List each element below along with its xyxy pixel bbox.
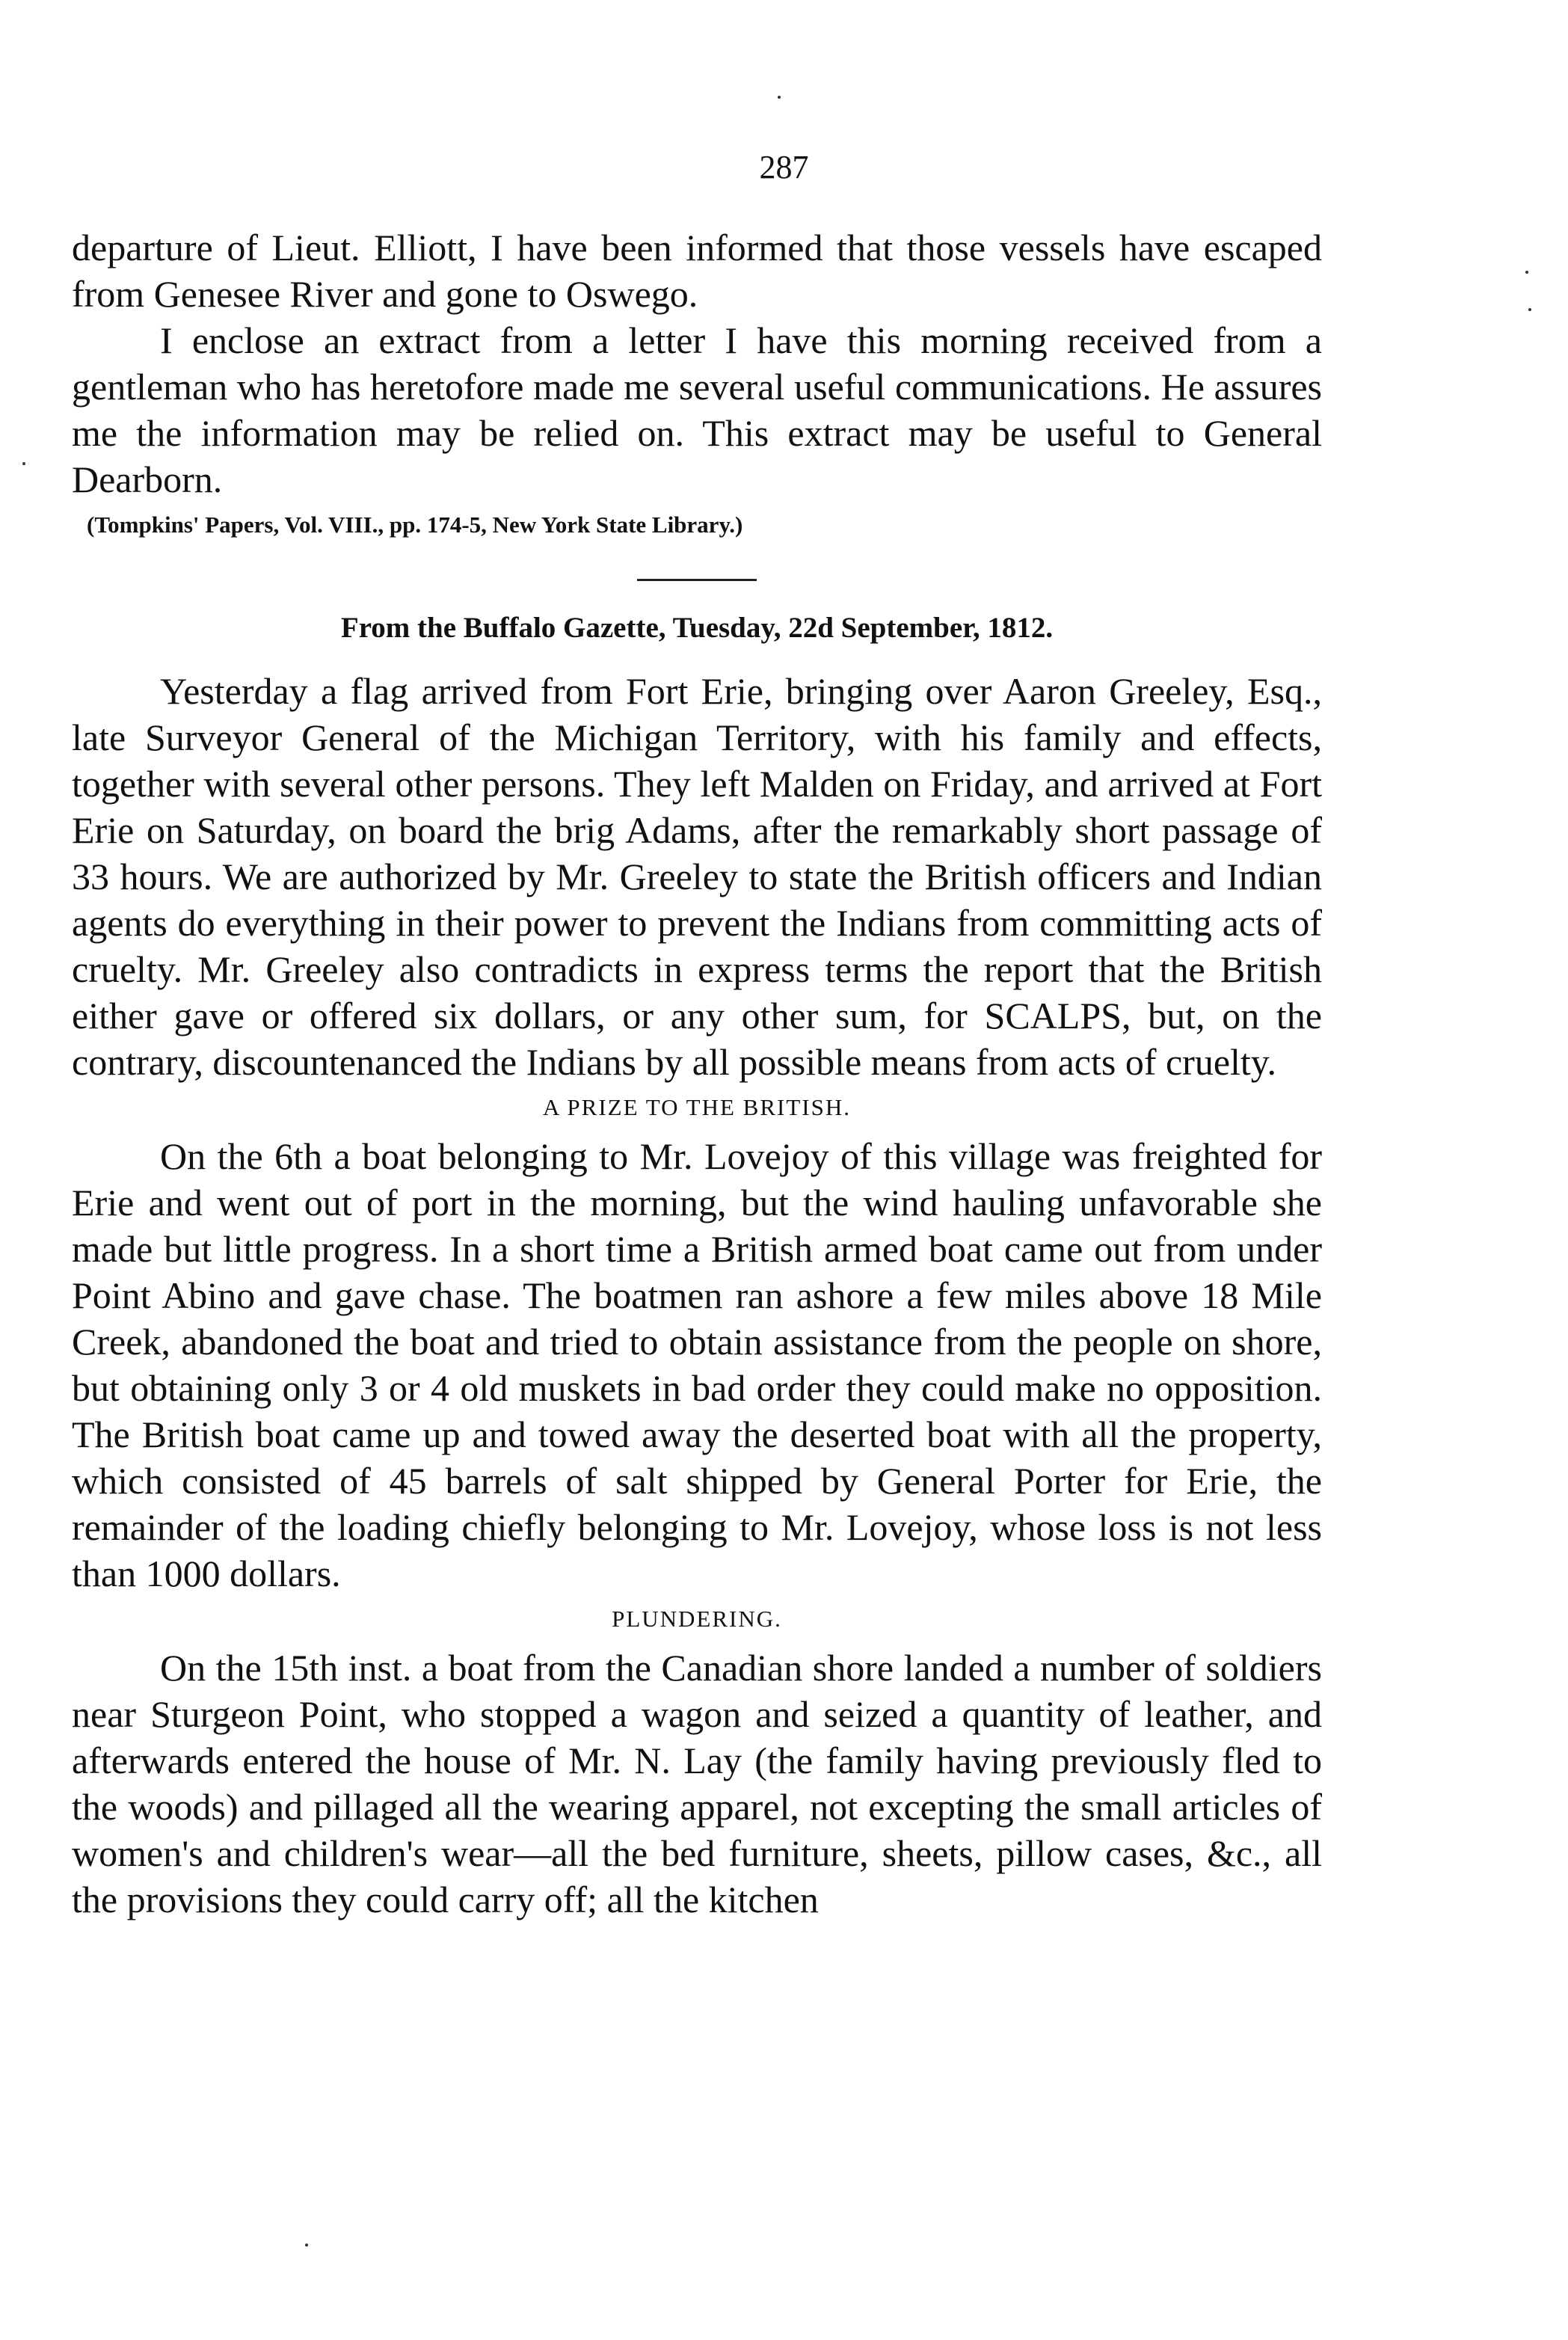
heading-prize: A PRIZE TO THE BRITISH. [542,1094,851,1120]
source-citation: (Tompkins' Papers, Vol. VIII., pp. 174-5, New York State Library.) [87,512,743,538]
paragraph-prize: On the 6th a boat belonging to Mr. Lovejoy of this village was freighted for Erie and went out of port in the morning, but the wind hauling unfavorable she made but little progress. In a short time a British armed boat came out from under Point Abino and gave chase. The boatmen ran ashore a few miles above 18 Mile Creek, abandoned the boat and tried to obtain assistance from the people on shore, but obtaining only 3 or 4 old muskets in bad order they could make no opposition. The British boat came up and towed away the deserted boat with all the property, which consisted of 45 barrels of salt shipped by General Porter for Erie, the remainder of the loading chiefly belonging to Mr. Lovejoy, whose loss is not less than 1000 dollars. [72,1135,1322,1594]
page-number: 287 [759,149,809,185]
print-speck [22,462,25,465]
print-speck [1525,271,1528,274]
gazette-heading: From the Buffalo Gazette, Tuesday, 22d September, 1812. [340,612,1054,644]
print-speck [778,96,781,99]
paragraph-departure: departure of Lieut. Elliott, I have been informed that those vessels have escaped from Genesee River and gone to Oswego. [72,227,1322,315]
print-speck [305,2244,308,2247]
paragraph-enclose: I enclose an extract from a letter I have this morning received from a gentleman who has heretofore made me several useful communications. He assures me the information may be relied on. This extract may be useful to General Dearborn. [72,319,1322,500]
print-speck [1528,308,1531,311]
paragraph-flag: Yesterday a flag arrived from Fort Erie, bringing over Aaron Greeley, Esq., late Surveyor General of the Michigan Territory, with his family and effects, together with several other persons. They left Malden on Friday, and arrived at Fort Erie on Saturday, on board the brig Adams, after the remarkably short passage of 33 hours. We are authorized by Mr. Greeley to state the British officers and Indian agents do everything in their power to prevent the Indians from committing acts of cruelty. Mr. Greeley also contradicts in express terms the report that the British either gave or offered six dollars, or any other sum, for SCALPS, but, on the contrary, discountenanced the Indians by all possible means from acts of cruelty. [72,670,1322,1083]
section-divider [637,579,757,581]
text-column [72,224,1322,1923]
heading-plundering: PLUNDERING. [612,1606,782,1632]
paragraph-plundering: On the 15th inst. a boat from the Canadian shore landed a number of soldiers near Sturgeon Point, who stopped a wagon and seized a quantity of leather, and afterwards entered the house of Mr. N. Lay (the family having previously fled to the woods) and pillaged all the wearing apparel, not excepting the small articles of women's and children's wear—all the bed furniture, sheets, pillow cases, &c., all the provisions they could carry off; all the kitchen [72,1647,1322,1920]
